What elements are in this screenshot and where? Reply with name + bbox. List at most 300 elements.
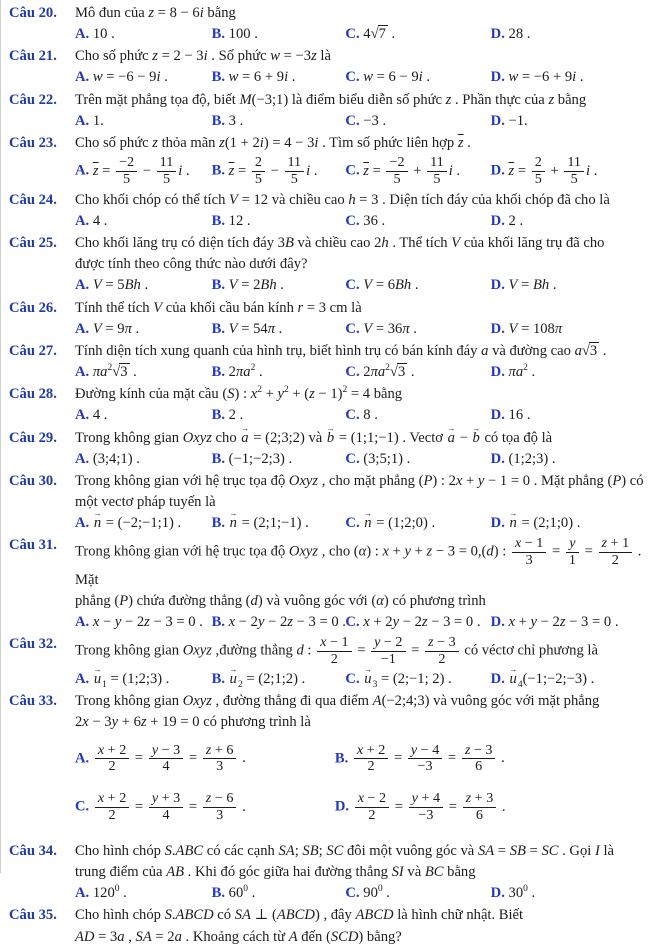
fraction-numerator: x + 2 (95, 791, 129, 808)
question-body (75, 384, 648, 426)
question-26 (9, 298, 648, 340)
option-content: $2\pi a^2$ . (228, 363, 263, 381)
question-32 (9, 634, 648, 690)
math-variable: a (574, 342, 582, 359)
math-variable: a (447, 429, 455, 446)
question-stem: Cho khối chóp có thể tích V = 12 và chiều cao h = 3 . Diện tích đáy của khối chóp đã cho là (75, 191, 610, 208)
fraction-numerator: y − 2 (371, 635, 405, 652)
math-variable: x (250, 386, 258, 403)
option-content: 4 . (92, 212, 108, 229)
fraction-denominator: 6 (475, 758, 483, 775)
vector-arrow (363, 669, 372, 690)
math-variable: z (205, 741, 212, 758)
fraction-numerator: 2 (252, 155, 265, 172)
option-letter: B. (211, 614, 229, 631)
option-letter: A. (75, 364, 93, 381)
option-B (212, 362, 344, 383)
vector-arrow (229, 513, 238, 534)
math-variable: a (100, 364, 108, 381)
math-variable: Bh (124, 277, 141, 294)
option-letter: A. (75, 671, 93, 688)
math-variable: r (297, 299, 304, 316)
fraction-denominator: 3 (525, 552, 533, 569)
option-letter: C. (345, 450, 364, 467)
option-D (491, 513, 650, 534)
sqrt-radical (582, 341, 599, 362)
fraction-numerator: x − 1 (317, 635, 351, 652)
fraction-numerator: z − 6 (203, 791, 237, 808)
math-variable: V (153, 299, 163, 316)
option-content: $60^0$ . (228, 884, 256, 902)
math-variable: S (164, 842, 172, 859)
sqrt-radical (371, 24, 388, 45)
option-C (75, 790, 333, 825)
math-variable: B (284, 235, 294, 252)
question-number: Câu 26. (9, 299, 57, 316)
vector-arrow (447, 428, 456, 449)
fraction-denominator: 2 (367, 758, 375, 775)
fraction-denominator: 2 (108, 758, 116, 775)
fraction-denominator: 2 (368, 807, 376, 824)
math-variable: π (508, 364, 516, 381)
fraction-numerator: y + 3 (149, 791, 183, 808)
option-content: V = 36π . (363, 320, 417, 337)
question-body (75, 46, 648, 88)
option-B (212, 449, 344, 470)
question-number: Câu 28. (9, 386, 57, 403)
fraction-numerator: z + 3 (463, 791, 497, 808)
math-variable: z (445, 91, 452, 108)
math-variable: A (288, 928, 298, 945)
option-content: 100 . (228, 26, 258, 43)
math-variable: SA (477, 842, 495, 859)
math-variable: SB (302, 842, 319, 859)
math-variable: n (229, 515, 237, 532)
math-variable: z (311, 48, 317, 65)
fraction-numerator: −2 (386, 155, 407, 172)
math-variable: a (515, 364, 524, 381)
option-A (75, 883, 210, 904)
options-row (75, 362, 648, 383)
superscript: 0 (114, 884, 120, 895)
math-variable: z (140, 714, 147, 731)
fraction (317, 635, 351, 668)
fraction (285, 155, 305, 188)
math-variable: i (314, 134, 319, 151)
option-B (212, 275, 344, 296)
option-content: $\pi a^2√3$ . (93, 364, 137, 380)
superscript: 0 (377, 884, 383, 895)
option-B (335, 742, 650, 777)
question-29 (9, 428, 648, 470)
math-variable: x (455, 472, 463, 489)
math-variable: i (203, 48, 208, 65)
math-variable: a (377, 364, 386, 381)
fraction-denominator: 1 (568, 552, 576, 569)
math-variable: SC (326, 842, 344, 859)
math-variable: Bh (260, 277, 277, 294)
question-stem: Cho số phức z = 2 − 3i . Số phức w = −3z là (75, 48, 331, 65)
option-content: 36 . (363, 212, 386, 229)
option-B (212, 24, 344, 45)
option-letter: C. (345, 112, 364, 129)
option-C (345, 211, 488, 232)
option-A (75, 211, 210, 232)
option-letter: D. (490, 277, 509, 294)
math-variable: ABC (175, 842, 204, 859)
question-stem: Trong không gian với hệ trục tọa độ Oxyz , cho (α) : x + y + z − 3 = 0,(d) : $\frac{x - 1}{3}$ = $\frac{y}{1}$ = $\frac{z + 1}{2}$ . Mặt phẳng (P) chứa đường thẳng (d) và vuông góc với (α) có phương trình (75, 535, 642, 610)
option-content: x − y − 2z − 3 = 0 . (92, 614, 203, 631)
math-variable: π (554, 320, 563, 337)
math-variable: x (92, 614, 100, 631)
radical-sign: √ (389, 364, 397, 381)
option-content: 3 . (228, 112, 244, 129)
math-variable: x (320, 634, 327, 651)
math-variable: z (428, 634, 434, 651)
option-letter: B. (211, 515, 229, 532)
option-content: $90^0$ . (363, 884, 390, 902)
math-variable: z (559, 614, 566, 631)
option-content: V = 2Bh . (228, 277, 284, 294)
option-A (75, 67, 210, 88)
fraction (149, 791, 183, 824)
option-letter: A. (75, 320, 93, 337)
option-B (212, 405, 344, 426)
math-variable: V (363, 320, 373, 337)
math-variable: w (363, 69, 373, 86)
option-content: w = 6 + 9i . (228, 69, 296, 86)
math-variable: d (486, 543, 494, 560)
math-variable: z (426, 543, 433, 560)
option-A (75, 449, 210, 470)
math-variable: SA (135, 928, 152, 945)
sqrt-radical (112, 362, 129, 383)
option-D (491, 154, 650, 189)
option-letter: C. (345, 277, 364, 294)
option-letter: D. (490, 671, 509, 688)
fraction-numerator: y − 4 (408, 743, 442, 760)
math-variable: y (569, 535, 576, 552)
question-body (75, 905, 648, 947)
math-variable: x (508, 614, 515, 631)
option-letter: A. (75, 26, 93, 43)
option-content: $2\pi a^2√3$ . (363, 364, 414, 380)
question-body (75, 471, 648, 534)
math-variable: P (612, 472, 622, 489)
option-C (345, 405, 488, 426)
option-content: $\overline{z}$ = $\frac{2}{5}$ − $\frac{11}{5}$ i . (228, 154, 318, 187)
math-variable: y (477, 472, 485, 489)
option-B (212, 111, 344, 132)
fraction (354, 743, 388, 776)
option-content: −1. (508, 112, 528, 129)
option-content: $\frac{x + 2}{2}$ = $\frac{y + 3}{4}$ = $\frac{z - 6}{3}$ . (93, 799, 246, 815)
option-letter: C. (345, 26, 364, 43)
option-A (75, 111, 210, 132)
math-variable: d (296, 643, 304, 660)
fraction-numerator (566, 536, 579, 553)
fraction-denominator: 5 (433, 170, 441, 187)
option-B (212, 883, 344, 904)
option-letter: B. (211, 885, 229, 902)
fraction (425, 635, 459, 668)
superscript: 2 (283, 385, 289, 396)
fraction-numerator: y + 4 (409, 791, 443, 808)
fraction-denominator: −3 (417, 758, 433, 775)
fraction (252, 155, 265, 188)
overline-conjugate (229, 163, 235, 179)
question-stem: Trong không gian với hệ trục tọa độ Oxyz , cho mặt phẳng (P) : 2x + y − 1 = 0 . Mặt phẳng (P) có một vectơ pháp tuyến là (75, 472, 644, 510)
option-letter: C. (345, 212, 364, 229)
superscript: 2 (107, 363, 113, 374)
options-row (75, 883, 648, 904)
option-C (345, 669, 488, 690)
option-C (345, 513, 488, 534)
math-variable: x (82, 714, 89, 731)
option-letter: B. (211, 364, 229, 381)
question-number: Câu 29. (9, 429, 57, 446)
option-content: x − 2y − 2z − 3 = 0 . (228, 614, 346, 631)
math-variable: y (151, 741, 159, 758)
option-content: n → = (2;1;0) . (509, 515, 581, 531)
fraction (564, 155, 584, 188)
question-body (75, 535, 648, 633)
math-variable: y (374, 634, 381, 651)
option-content: $\frac{x - 2}{2}$ = $\frac{y + 4}{-3}$ = $\frac{z + 3}{6}$ . (353, 799, 506, 815)
option-content: V = Bh . (508, 277, 557, 294)
fraction-denominator: 5 (162, 170, 171, 187)
vector-arrow (509, 669, 518, 690)
math-variable: π (402, 320, 410, 337)
math-variable: b (472, 429, 480, 446)
question-number: Câu 20. (9, 5, 57, 21)
question-stem: Trên mặt phẳng tọa độ, biết M(−3;1) là điểm biểu diễn số phức z . Phần thực của z bằng (75, 91, 587, 108)
math-variable: $\overline{z}$ (363, 162, 369, 179)
options-row (75, 513, 648, 534)
question-stem: Tính diện tích xung quanh của hình trụ, biết hình trụ có bán kính đáy a và đường cao a√3 . (75, 341, 648, 362)
math-variable: i (306, 162, 311, 179)
option-D (491, 449, 650, 470)
fraction (409, 791, 443, 824)
option-A (75, 362, 210, 383)
option-D (491, 883, 650, 904)
fraction-denominator: 5 (393, 170, 401, 187)
question-28 (9, 384, 648, 426)
option-content: x + 2y − 2z − 3 = 0 . (363, 614, 481, 631)
math-variable: SA (234, 907, 251, 924)
option-A (75, 742, 333, 777)
question-number: Câu 21. (9, 48, 57, 65)
superscript: 0 (523, 884, 528, 895)
fraction-denominator: 2 (330, 651, 338, 668)
question-20 (9, 3, 648, 45)
math-variable: α (358, 543, 367, 560)
fraction-denominator: 5 (123, 170, 131, 187)
fraction-numerator: z − 3 (425, 635, 459, 652)
math-variable: h (348, 191, 356, 208)
math-variable: z (287, 614, 293, 631)
option-A (75, 612, 210, 633)
option-content: $120^0$ . (92, 884, 127, 902)
math-variable: π (267, 320, 276, 337)
radicand: 3 (397, 364, 406, 381)
question-number: Câu 32. (9, 636, 57, 653)
options-row (75, 669, 648, 690)
math-variable: π (370, 364, 378, 381)
fraction (95, 743, 129, 776)
question-stem: Cho khối lăng trụ có diện tích đáy 3B và chiều cao 2h . Thể tích V của khối lăng trụ đã cho được tính theo công thức nào dưới đây? (75, 235, 605, 273)
options-row (75, 612, 648, 633)
math-variable: $\overline{z}$ (228, 162, 235, 179)
vector-arrow (363, 513, 372, 534)
option-letter: B. (211, 450, 229, 467)
radical-sign: √ (581, 342, 589, 359)
math-variable: i (178, 162, 183, 179)
math-variable: SCD (330, 928, 359, 945)
option-content: 1. (92, 112, 104, 129)
option-letter: B. (211, 69, 229, 86)
question-body (75, 428, 648, 470)
math-variable: i (448, 162, 453, 179)
math-variable: V (92, 277, 102, 294)
radical-sign: √ (112, 364, 120, 381)
fraction-numerator: x + 2 (354, 743, 388, 760)
fraction-denominator: 4 (162, 758, 170, 775)
math-variable: ABCD (175, 907, 214, 924)
math-variable: z (464, 741, 471, 758)
option-letter: B. (211, 212, 229, 229)
overline-conjugate (363, 163, 369, 179)
fraction-numerator: z − 3 (462, 743, 496, 760)
option-content: V = 6Bh . (363, 277, 419, 294)
option-letter: D. (490, 320, 509, 337)
math-variable: x (97, 741, 105, 758)
option-content: $u \to_4(-1;-2;-3)$ . (509, 671, 595, 687)
math-variable: V (92, 320, 102, 337)
math-variable: Oxyz (182, 643, 212, 660)
math-variable: $\overline{z}$ (457, 134, 464, 151)
option-D (491, 111, 650, 132)
fraction-numerator: 2 (532, 155, 545, 172)
math-variable: n (509, 515, 517, 532)
math-variable: n (93, 515, 102, 532)
math-variable: z (309, 386, 315, 403)
option-content: 8 . (363, 407, 378, 424)
fraction (408, 743, 442, 776)
question-body (75, 634, 648, 690)
math-variable: y (277, 386, 284, 403)
option-D (491, 67, 650, 88)
math-variable: ABCD (355, 907, 394, 924)
math-variable: z (144, 614, 150, 631)
vector-arrow (240, 428, 249, 449)
math-variable: AD (75, 928, 95, 945)
option-content: w = −6 + 9i . (508, 69, 584, 86)
option-content: w = 6 − 9i . (363, 69, 431, 86)
question-number: Câu 34. (9, 842, 57, 859)
option-letter: C. (345, 614, 364, 631)
math-variable: i (572, 69, 577, 86)
options-row (75, 275, 648, 296)
math-variable: Bh (395, 277, 412, 294)
radicand: 7 (378, 26, 386, 43)
option-D (491, 405, 650, 426)
option-letter: A. (75, 515, 93, 532)
sqrt-radical (390, 362, 407, 383)
math-variable: y (114, 614, 122, 631)
math-variable: Oxyz (182, 429, 212, 446)
math-variable: P (423, 472, 433, 489)
option-content: $30^0$ . (508, 884, 536, 902)
math-variable: i (585, 162, 591, 179)
question-stem: Trong không gian Oxyz cho a → = (2;3;2) và b → = (1;1;−1) . Vectơ a → − b → có tọa độ là (75, 428, 648, 449)
fraction (386, 155, 407, 188)
option-letter: C. (345, 69, 364, 86)
option-letter: A. (75, 212, 93, 229)
option-content: $\frac{x + 2}{2}$ = $\frac{y - 4}{-3}$ = $\frac{z - 3}{6}$ . (352, 750, 505, 766)
fraction (512, 536, 546, 569)
math-variable: V (363, 277, 373, 294)
fraction-denominator: 5 (534, 170, 542, 187)
option-letter: B. (211, 671, 229, 688)
fraction-denominator: 2 (611, 552, 619, 569)
math-variable: z (152, 48, 158, 65)
fraction-denominator: 5 (570, 170, 578, 187)
option-content: $u \to_3$ = (2;−1; 2) . (363, 671, 451, 687)
fraction (116, 155, 137, 188)
option-A (75, 275, 210, 296)
options-row (75, 405, 648, 426)
fraction (566, 536, 579, 569)
option-B (212, 513, 344, 534)
question-31 (9, 535, 648, 633)
question-body (75, 3, 648, 45)
question-stem: Cho số phức z thỏa mãn z(1 + 2i) = 4 − 3i . Tìm số phức liên hợp $\overline{z}$ . (75, 134, 471, 151)
math-variable: $\overline{z}$ (508, 162, 515, 179)
option-letter: B. (211, 407, 229, 424)
option-letter: A. (75, 277, 93, 294)
options-row (75, 67, 648, 88)
radical-sign: √ (370, 26, 378, 43)
superscript: 2 (250, 363, 256, 374)
math-variable: S (227, 386, 235, 403)
math-variable: z (152, 134, 158, 151)
math-variable: AB (166, 864, 185, 881)
subscript: 1 (102, 680, 107, 691)
option-content: $\frac{x + 2}{2}$ = $\frac{y - 3}{4}$ = $\frac{z + 6}{3}$ . (93, 750, 246, 766)
question-21 (9, 46, 648, 88)
question-35 (9, 905, 648, 947)
vector-arrow (472, 428, 481, 449)
math-variable: u (229, 671, 237, 688)
option-A (75, 405, 210, 426)
overline-conjugate (458, 135, 464, 151)
math-variable: π (92, 364, 101, 381)
math-variable: a (241, 429, 249, 446)
fraction (157, 155, 177, 188)
option-D (491, 612, 650, 633)
option-content: n → = (1;2;0) . (363, 515, 435, 531)
math-variable: u (93, 671, 102, 688)
math-variable: x (382, 543, 389, 560)
options-row (75, 211, 648, 232)
fraction (463, 791, 497, 824)
option-letter: D. (490, 112, 509, 129)
math-variable: P (119, 593, 129, 610)
option-A (75, 24, 210, 45)
option-C (345, 154, 488, 189)
question-body (75, 133, 648, 189)
